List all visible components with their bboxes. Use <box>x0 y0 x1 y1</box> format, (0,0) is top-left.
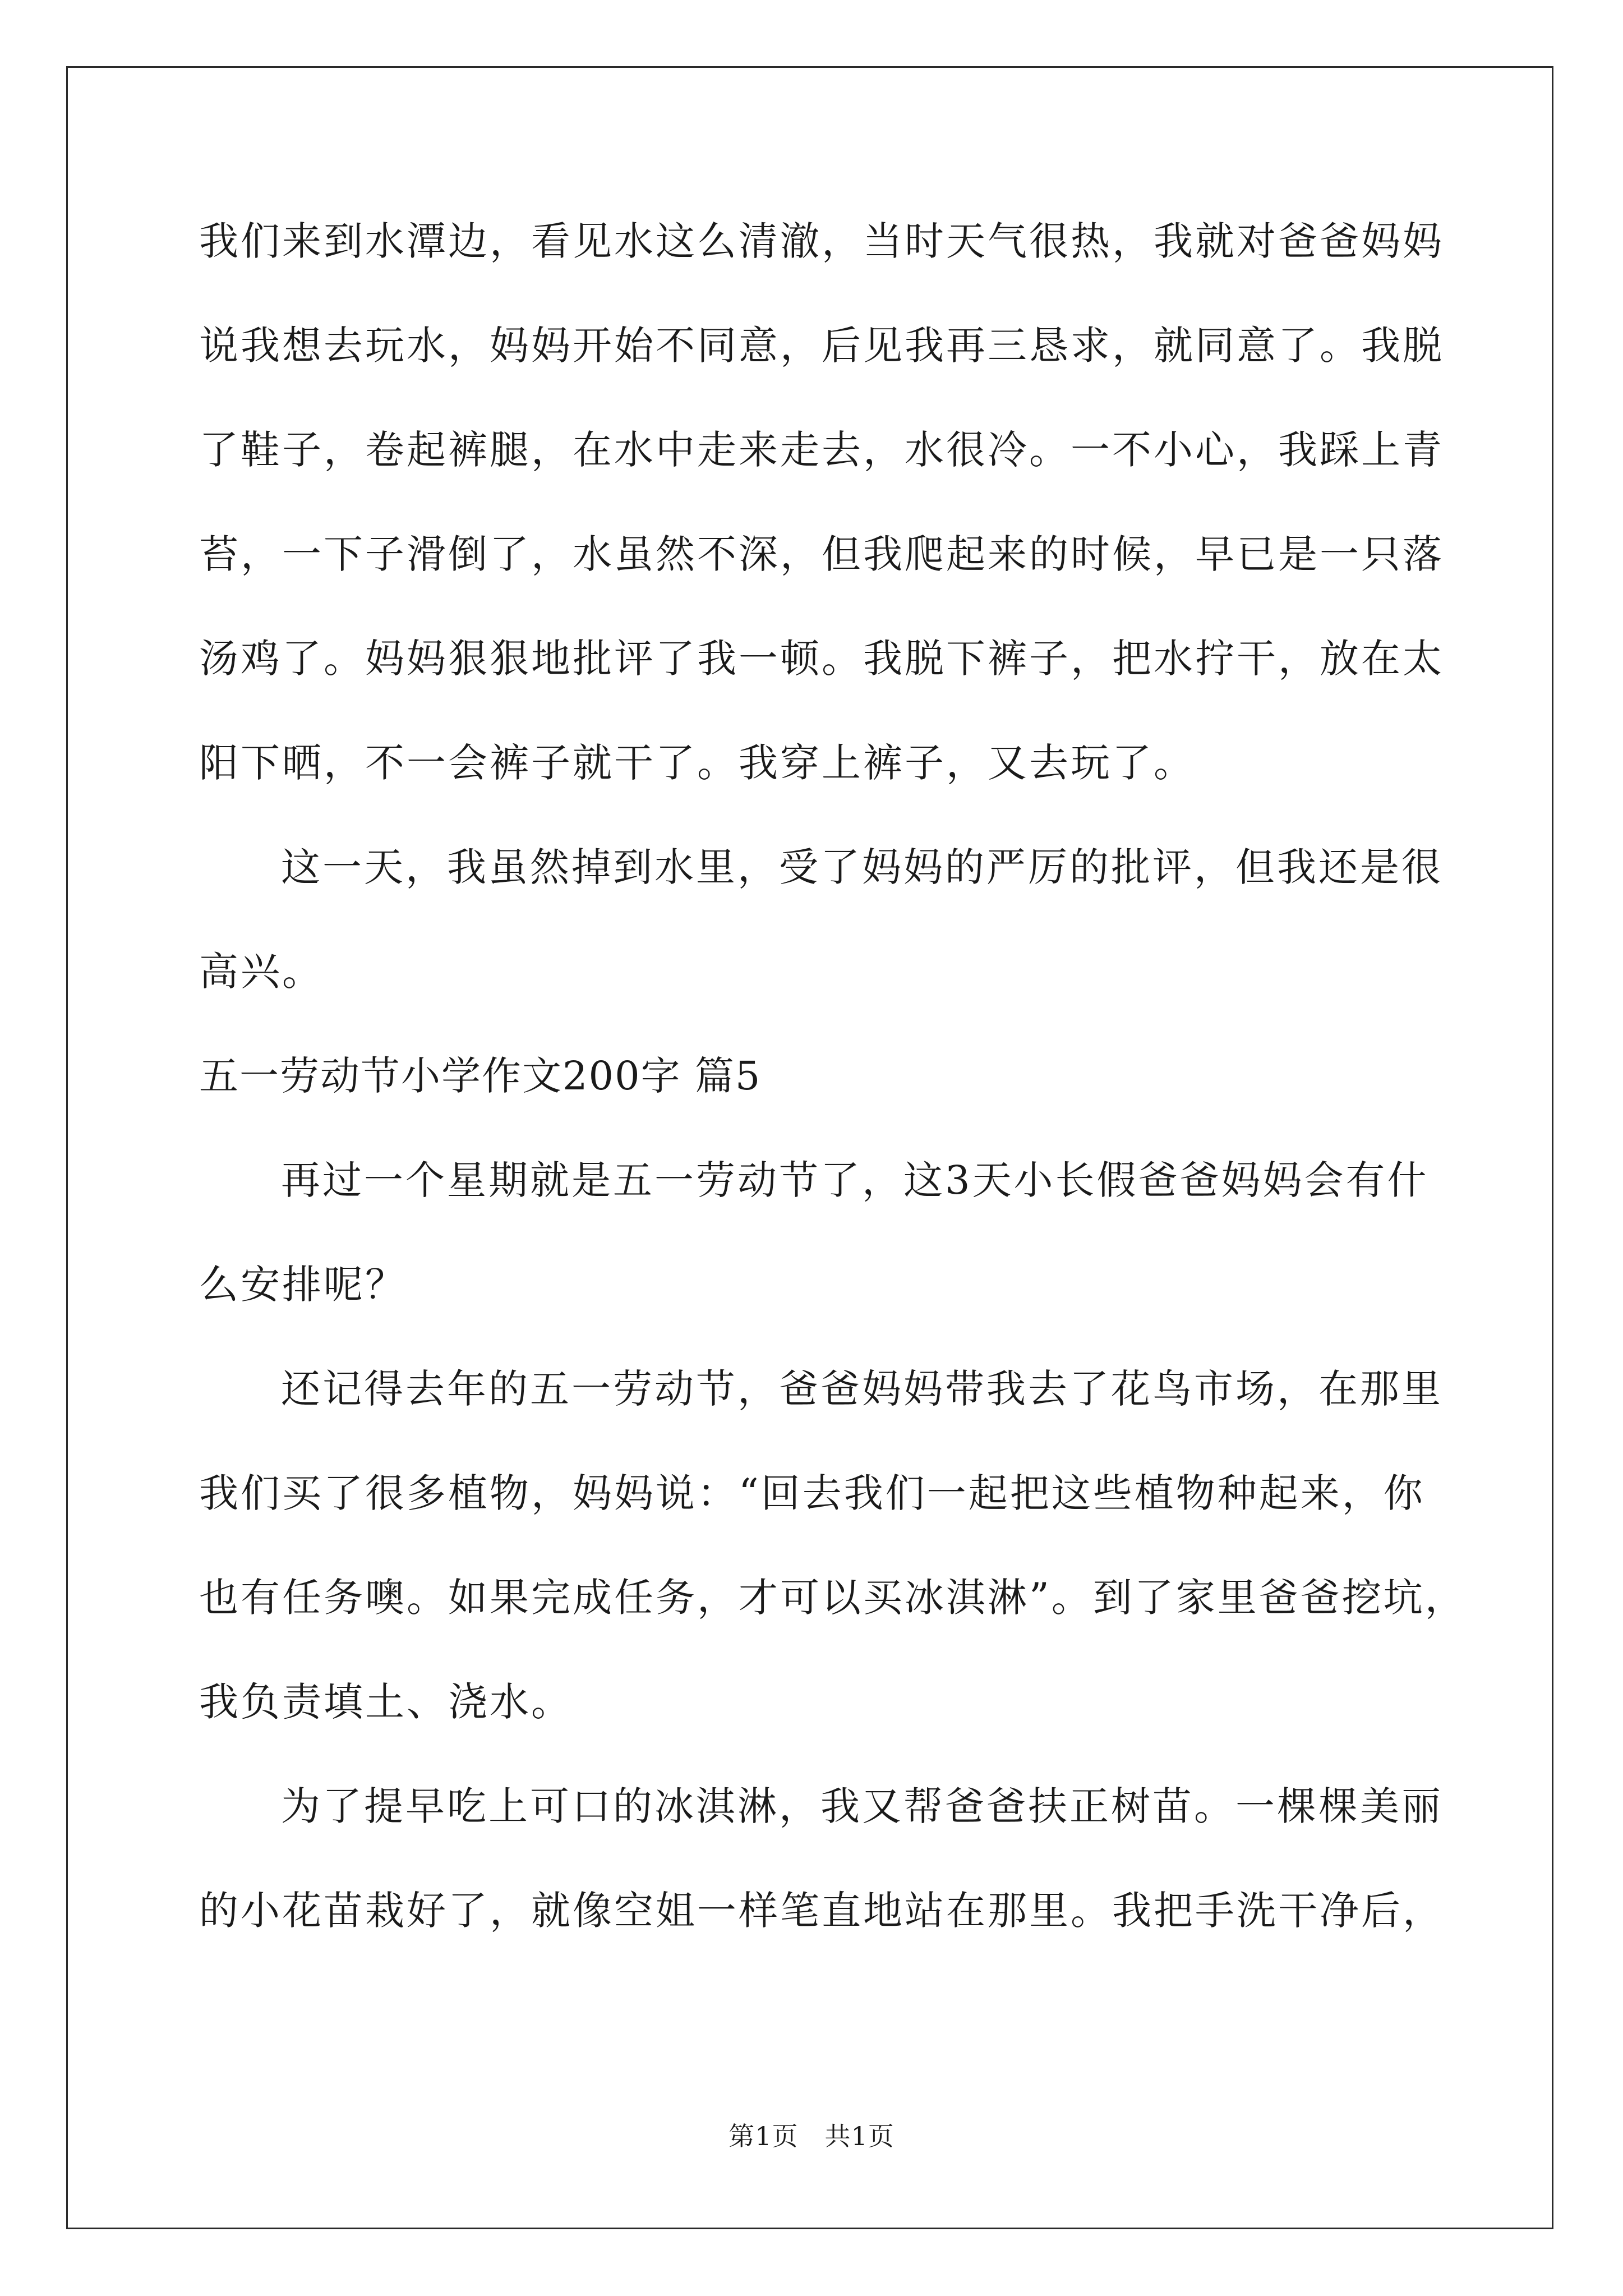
text-line: 我们来到水潭边，看见水这么清澈，当时天气很热，我就对爸爸妈妈 <box>199 218 1444 264</box>
text-line: 的小花苗栽好了，就像空姐一样笔直地站在那里。我把手洗干净后， <box>199 1888 1444 1934</box>
section-heading: 五一劳动节小学作文200字 篇5 <box>199 1053 762 1099</box>
text-line: 了鞋子，卷起裤腿，在水中走来走去，水很冷。一不小心，我踩上青 <box>199 427 1444 473</box>
text-line: 也有任务噢。如果完成任务，才可以买冰淇淋”。到了家里爸爸挖坑， <box>199 1575 1467 1621</box>
page-footer: 第1页 共1页 <box>728 2121 895 2151</box>
text-line: 还记得去年的五一劳动节，爸爸妈妈带我去了花鸟市场，在那里 <box>281 1366 1443 1412</box>
text-line: 说我想去玩水，妈妈开始不同意，后见我再三恳求，就同意了。我脱 <box>199 323 1444 369</box>
text-line: 阳下晒，不一会裤子就干了。我穿上裤子，又去玩了。 <box>199 740 1195 786</box>
text-line: 我们买了很多植物，妈妈说：“回去我们一起把这些植物种起来，你 <box>199 1470 1425 1516</box>
text-line: 么安排呢？ <box>199 1262 407 1308</box>
text-line: 这一天，我虽然掉到水里，受了妈妈的严厉的批评，但我还是很 <box>281 844 1443 890</box>
text-line: 汤鸡了。妈妈狠狠地批评了我一顿。我脱下裤子，把水拧干，放在太 <box>199 636 1444 682</box>
text-line: 再过一个星期就是五一劳动节了，这3天小长假爸爸妈妈会有什 <box>281 1157 1429 1203</box>
text-line: 苔，一下子滑倒了，水虽然不深，但我爬起来的时候，早已是一只落 <box>199 531 1444 577</box>
text-line: 为了提早吃上可口的冰淇淋，我又帮爸爸扶正树苗。一棵棵美丽 <box>281 1783 1443 1829</box>
text-line: 我负责填土、浇水。 <box>199 1679 573 1725</box>
text-line: 高兴。 <box>199 949 324 995</box>
